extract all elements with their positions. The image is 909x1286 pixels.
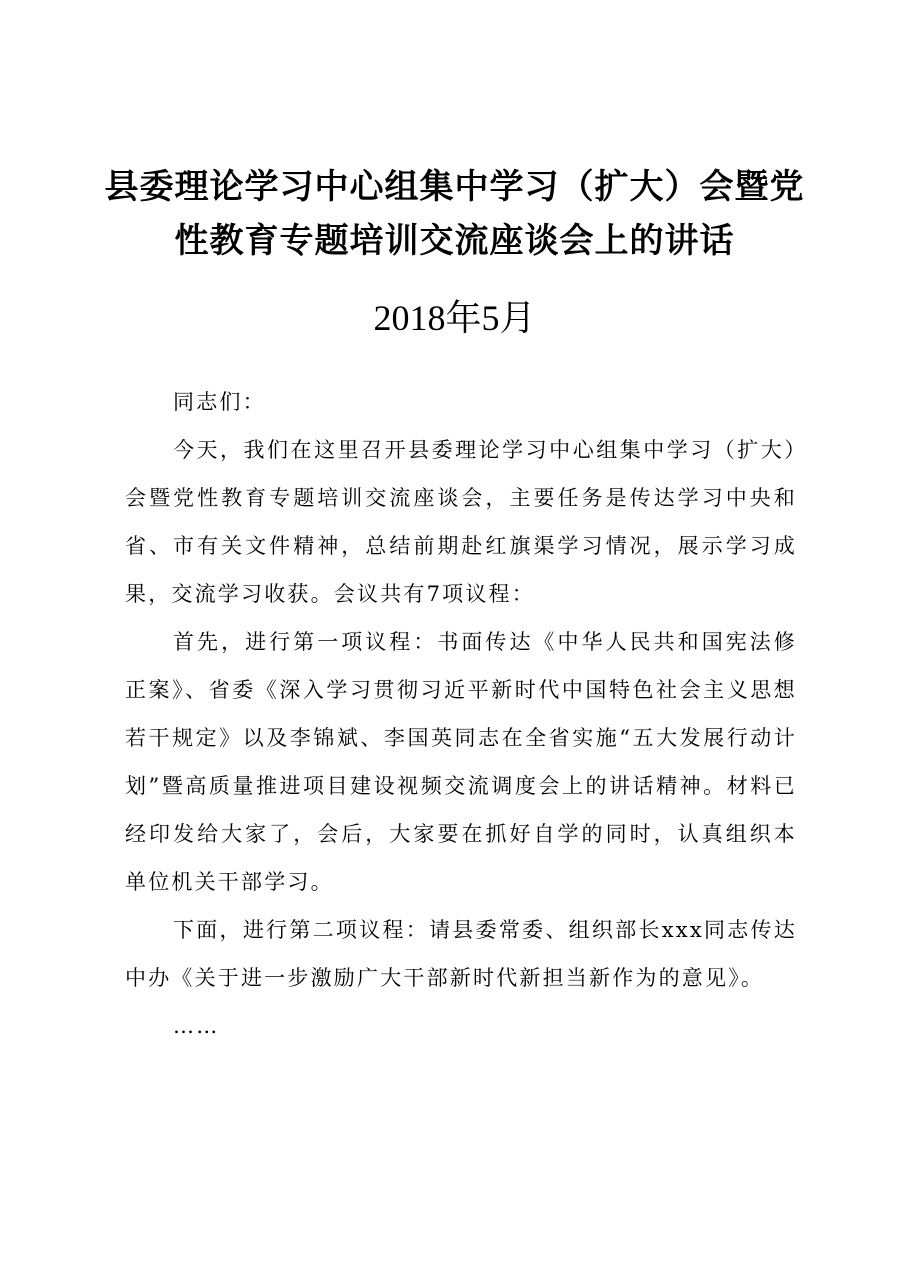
- document-body: [125, 378, 797, 1050]
- ellipsis: ……: [173, 1014, 220, 1038]
- document-title-line-1: 县委理论学习中心组集中学习（扩大）会暨党: [104, 167, 805, 207]
- salutation: 同志们：: [173, 390, 266, 414]
- paragraph-agenda-2: 下面，进行第二项议程：请县委常委、组织部长xxx同志传达中办《关于进一步激励广大干部新时代新担当新作为的意见》。: [125, 918, 797, 990]
- document-title-line-2: 性教育专题培训交流座谈会上的讲话: [174, 221, 735, 261]
- paragraph-intro: 今天，我们在这里召开县委理论学习中心组集中学习（扩大）会暨党性教育专题培训交流座谈会，主要任务是传达学习中央和省、市有关文件精神，总结前期赴红旗渠学习情况，展示学习成果，交流学习收获。会议共有7项议程：: [125, 438, 797, 606]
- paragraph-agenda-1: 首先，进行第一项议程：书面传达《中华人民共和国宪法修正案》、省委《深入学习贯彻习近平新时代中国特色社会主义思想若干规定》以及李锦斌、李国英同志在全省实施“五大发展行动计划”暨高质量推进项目建设视频交流调度会上的讲话精神。材料已经印发给大家了，会后，大家要在抓好自学的同时，认真组织本单位机关干部学习。: [125, 630, 797, 894]
- document-date: 2018年5月: [373, 298, 536, 338]
